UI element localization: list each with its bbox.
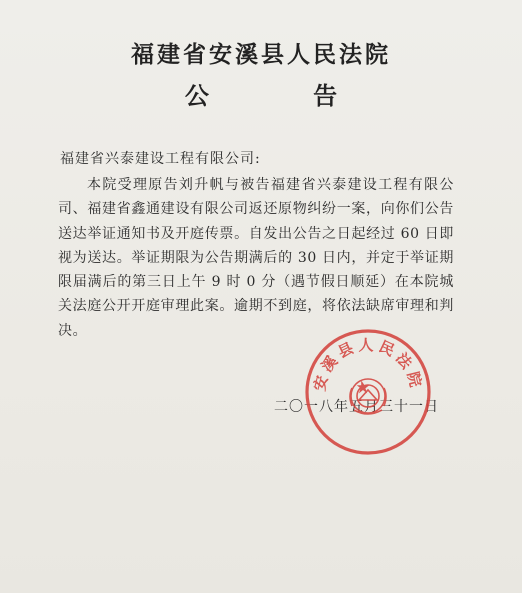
notice-body-paragraph: 本院受理原告刘升帆与被告福建省兴泰建设工程有限公司、福建省鑫通建设有限公司返还原物纠纷一案，向你们公告送达举证通知书及开庭传票。自发出公告之日起经过 60 日即视为送达。举证期限为公告期满后的 30 日内，并定于举证期限届满后的第三日上午 9 时 0 分（遇节假日顺延）在本院城关法庭公开开庭审理此案。逾期不到庭，将依法缺席审理和判决。 [58, 177, 454, 339]
notice-title: 公 告 [184, 81, 386, 110]
seal-text: 安溪县人民法院 [310, 335, 426, 393]
court-name-heading: 福建省安溪县人民法院 [131, 41, 391, 68]
court-seal-stamp [302, 326, 434, 458]
notice-date: 二〇一八年五月三十一日 [274, 399, 439, 415]
national-emblem-icon [350, 379, 386, 414]
addressee-line: 福建省兴泰建设工程有限公司: [60, 151, 261, 167]
